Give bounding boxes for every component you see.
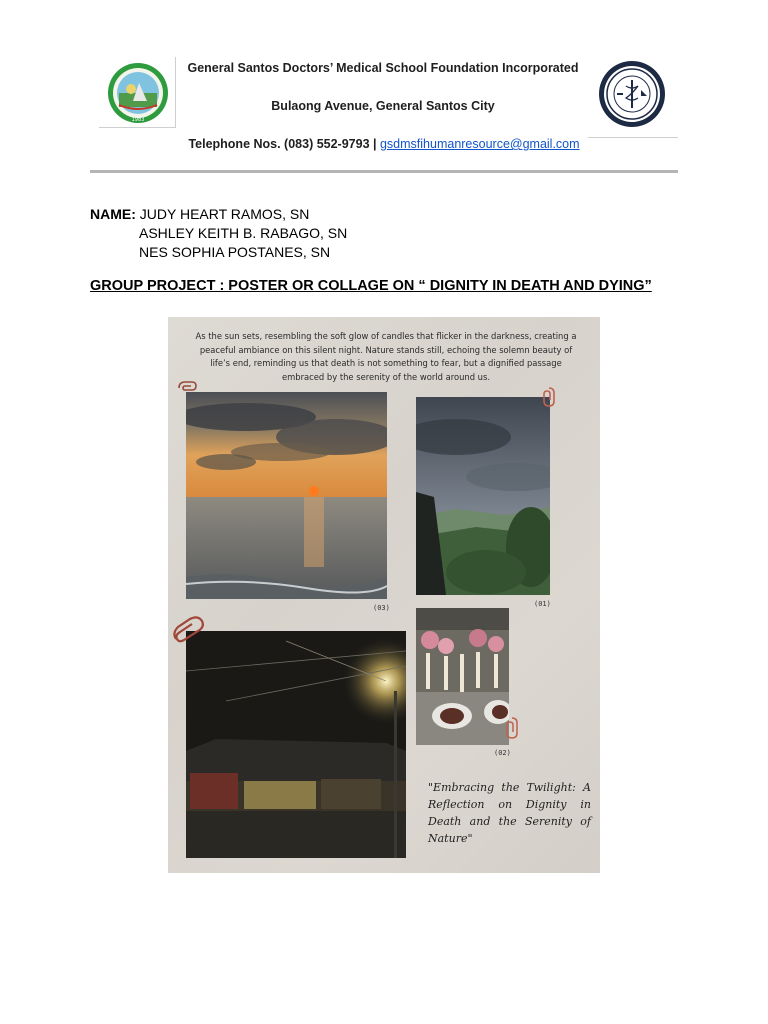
poster-intro-text: As the sun sets, resembling the soft glow of candles that flicker in the darkness, creating a peaceful ambiance on this silent night. Nature stands still, echoing the solemn beauty of life’s end, reminding us that death is not something to fear, but a dignified passage embraced by the serenity of the world around us. (195, 331, 577, 382)
member-name: ASHLEY KEITH B. RABAGO, SN (139, 225, 348, 241)
institution-address: Bulaong Avenue, General Santos City (271, 99, 495, 113)
svg-text:1983: 1983 (131, 117, 145, 123)
poster-quote: "Embracing the Twilight: A Reflection on Dignity in Death and the Serenity of Nature" (428, 781, 591, 845)
email-link[interactable]: gsdmsfihumanresource@gmail.com (379, 137, 580, 151)
sunset-sea-photo (186, 392, 387, 599)
paperclip-icon (170, 615, 206, 647)
candles-flowers-photo (416, 608, 509, 745)
member-name: JUDY HEART RAMOS, SN (139, 206, 310, 222)
name-label: NAME: (90, 206, 136, 222)
header-divider (90, 170, 678, 173)
institution-name: General Santos Doctors’ Medical School Foundation Incorporated (187, 61, 579, 75)
photo-caption: (01) (534, 600, 551, 608)
telephone-text: Telephone Nos. (083) 552-9793 | (188, 137, 377, 151)
photo-caption: (03) (373, 604, 390, 612)
student-names (90, 205, 347, 262)
paperclip-icon (540, 385, 558, 409)
paperclip-icon (176, 379, 198, 397)
cloudy-landscape-photo (416, 397, 550, 595)
project-title: GROUP PROJECT : POSTER OR COLLAGE ON “ DIGNITY IN DEATH AND DYING” (90, 278, 652, 294)
member-name: NES SOPHIA POSTANES, SN (139, 244, 331, 260)
photo-caption: (02) (494, 749, 511, 757)
night-street-photo (186, 631, 406, 858)
paperclip-icon (504, 715, 520, 741)
institution-contact (100, 137, 668, 151)
poster-collage (168, 317, 600, 873)
